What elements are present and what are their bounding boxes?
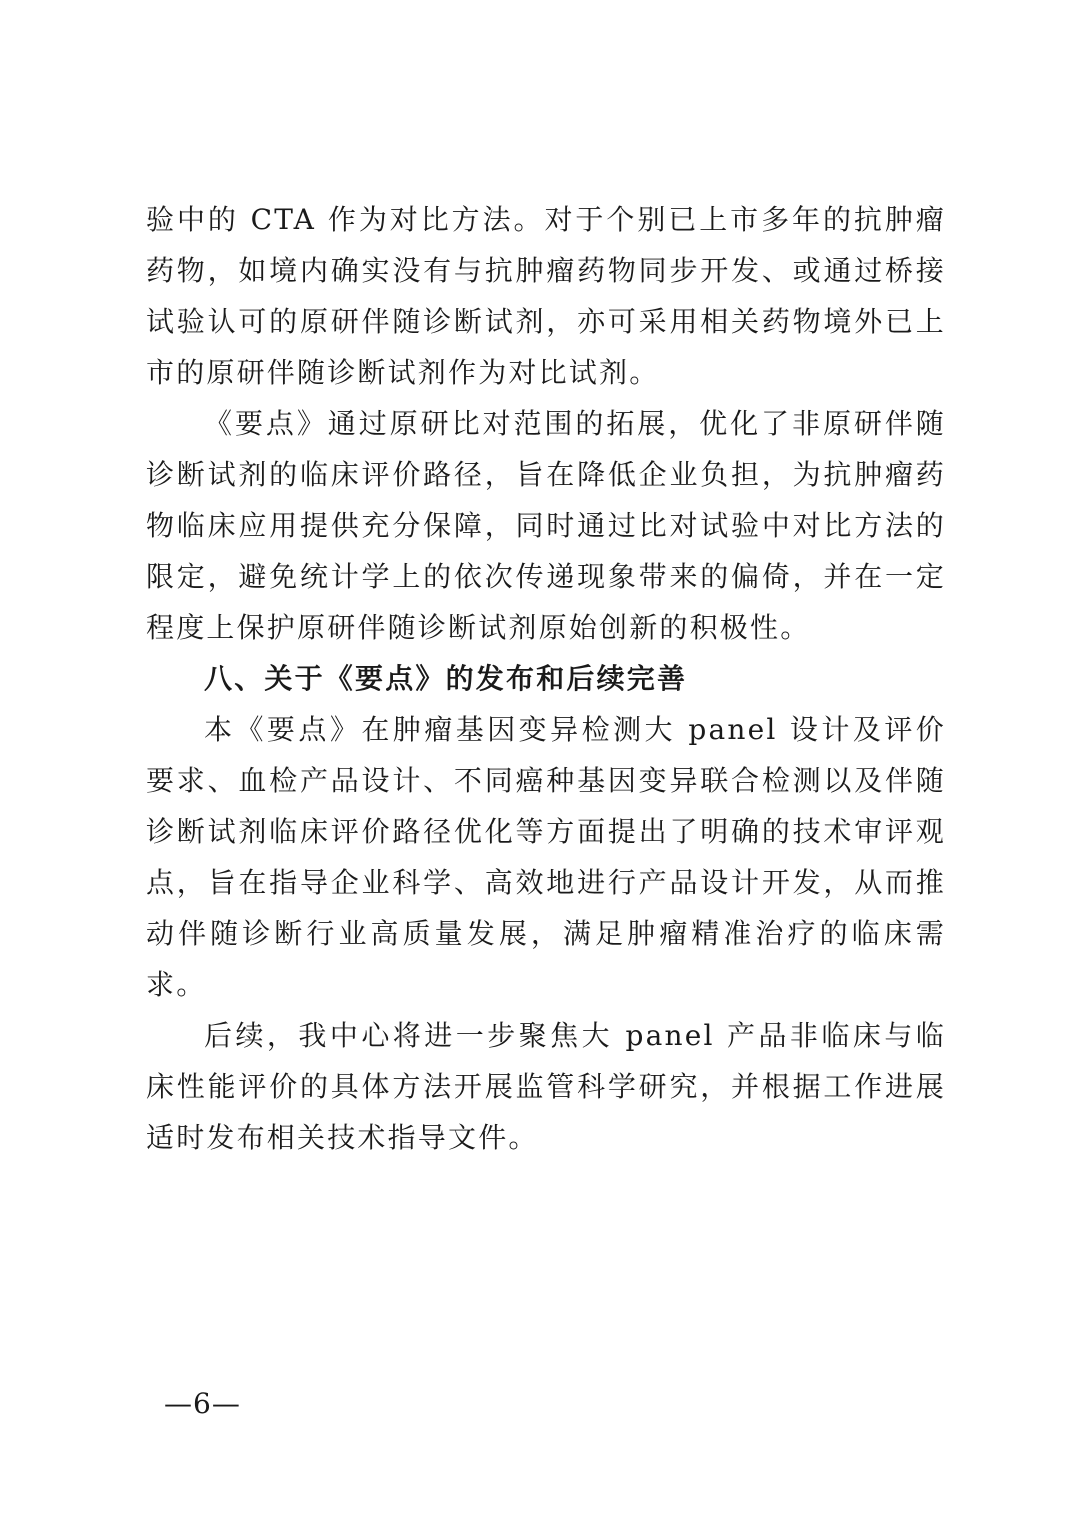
page-number: —6—: [164, 1387, 241, 1420]
paragraph-continuation: 验中的 CTA 作为对比方法。对于个别已上市多年的抗肿瘤药物，如境内确实没有与抗肿瘤药物同步开发、或通过桥接试验认可的原研伴随诊断试剂，亦可采用相关药物境外已上市的原研伴随诊断试剂作为对比试剂。: [146, 203, 946, 389]
paragraph-original-comparison: 《要点》通过原研比对范围的拓展，优化了非原研伴随诊断试剂的临床评价路径，旨在降低企业负担，为抗肿瘤药物临床应用提供充分保障，同时通过比对试验中对比方法的限定，避免统计学上的依次传递现象带来的偏倚，并在一定程度上保护原研伴随诊断试剂原始创新的积极性。: [146, 407, 946, 644]
section-heading-eight: 八、关于《要点》的发布和后续完善: [204, 662, 688, 695]
paragraph-follow-up: 后续，我中心将进一步聚焦大 panel 产品非临床与临床性能评价的具体方法开展监管科学研究，并根据工作进展适时发布相关技术指导文件。: [146, 1019, 946, 1154]
paragraph-summary: 本《要点》在肿瘤基因变异检测大 panel 设计及评价要求、血检产品设计、不同癌种基因变异联合检测以及伴随诊断试剂临床评价路径优化等方面提出了明确的技术审评观点，旨在指导企业科学、高效地进行产品设计开发，从而推动伴随诊断行业高质量发展，满足肿瘤精准治疗的临床需求。: [146, 713, 946, 1001]
document-body: [146, 194, 946, 1163]
